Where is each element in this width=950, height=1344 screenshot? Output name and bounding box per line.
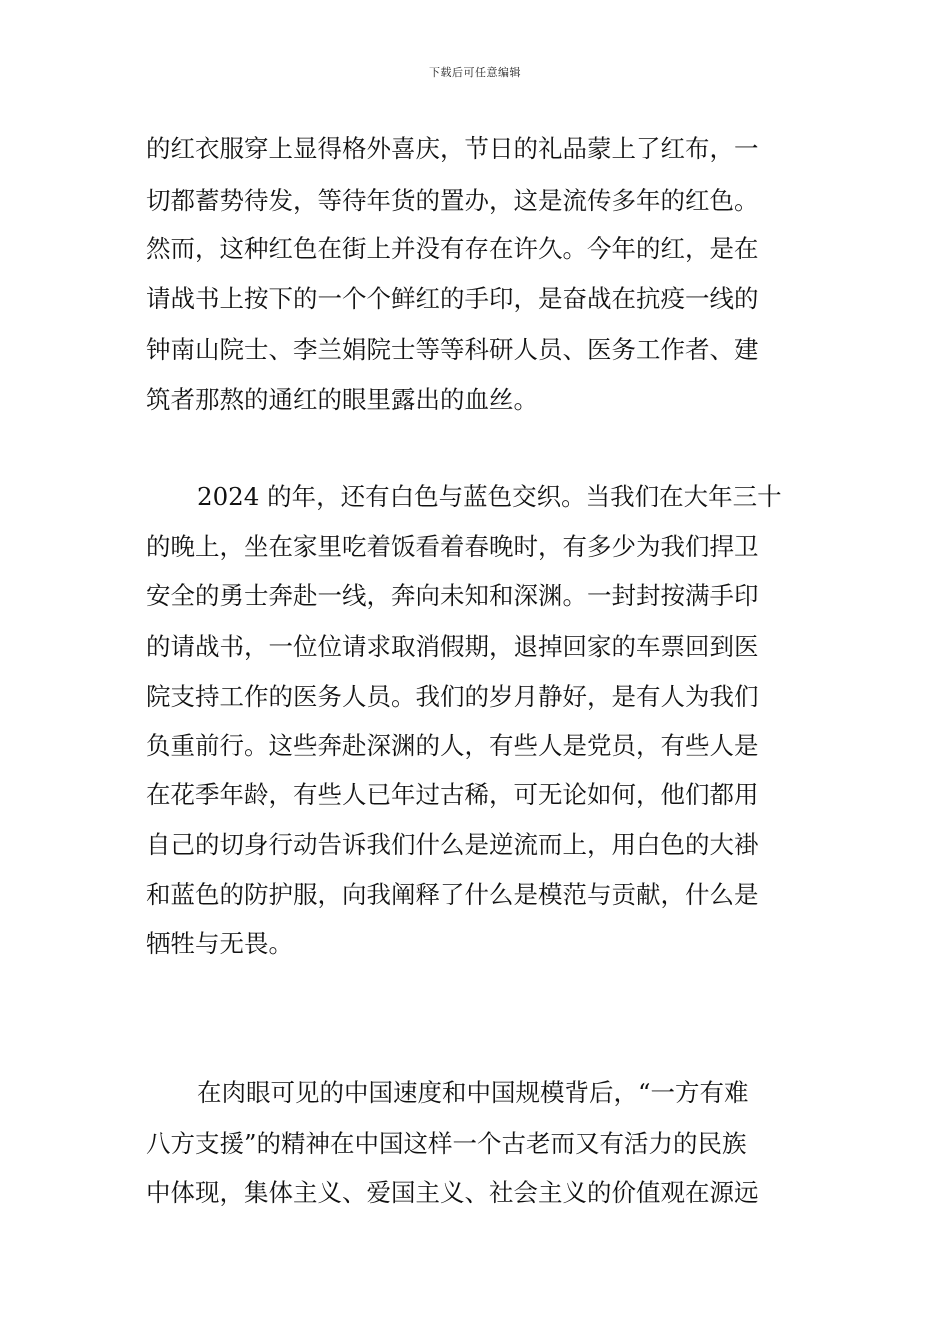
text-line: 的请战书，一位位请求取消假期，退掉回家的车票回到医: [146, 632, 759, 661]
text-line: 请战书上按下的一个个鲜红的手印，是奋战在抗疫一线的: [146, 284, 759, 313]
text-line: 中体现，集体主义、爱国主义、社会主义的价值观在源远: [146, 1178, 759, 1207]
text-line: 在花季年龄，有些人已年过古稀，可无论如何，他们都用: [146, 780, 759, 809]
text-line: 院支持工作的医务人员。我们的岁月静好，是有人为我们: [146, 682, 759, 711]
text-line: 切都蓄势待发，等待年货的置办，这是流传多年的红色。: [146, 186, 759, 215]
text-line: 然而，这种红色在街上并没有存在许久。今年的红，是在: [146, 234, 759, 263]
text-line: 牺牲与无畏。: [146, 929, 293, 958]
text-line: 钟南山院士、李兰娟院士等等科研人员、医务工作者、建: [146, 335, 759, 364]
text-line: 和蓝色的防护服，向我阐释了什么是模范与贡献，什么是: [146, 880, 759, 909]
text-line: 安全的勇士奔赴一线，奔向未知和深渊。一封封按满手印: [146, 581, 759, 610]
text-line: 的晚上，坐在家里吃着饭看着春晚时，有多少为我们捍卫: [146, 532, 759, 561]
text-line: 自己的切身行动告诉我们什么是逆流而上，用白色的大褂: [146, 830, 759, 859]
text-line: 在肉眼可见的中国速度和中国规模背后，“一方有难: [197, 1078, 749, 1107]
text-line: 八方支援”的精神在中国这样一个古老而又有活力的民族: [146, 1129, 747, 1158]
text-line: 筑者那熬的通红的眼里露出的血丝。: [146, 385, 538, 414]
text-line: 负重前行。这些奔赴深渊的人，有些人是党员，有些人是: [146, 731, 759, 760]
text-line: 2024 的年，还有白色与蓝色交织。当我们在大年三十: [197, 482, 782, 511]
page-header: 下载后可任意编辑: [429, 66, 521, 79]
text-line: 的红衣服穿上显得格外喜庆，节日的礼品蒙上了红布，一: [146, 134, 759, 163]
